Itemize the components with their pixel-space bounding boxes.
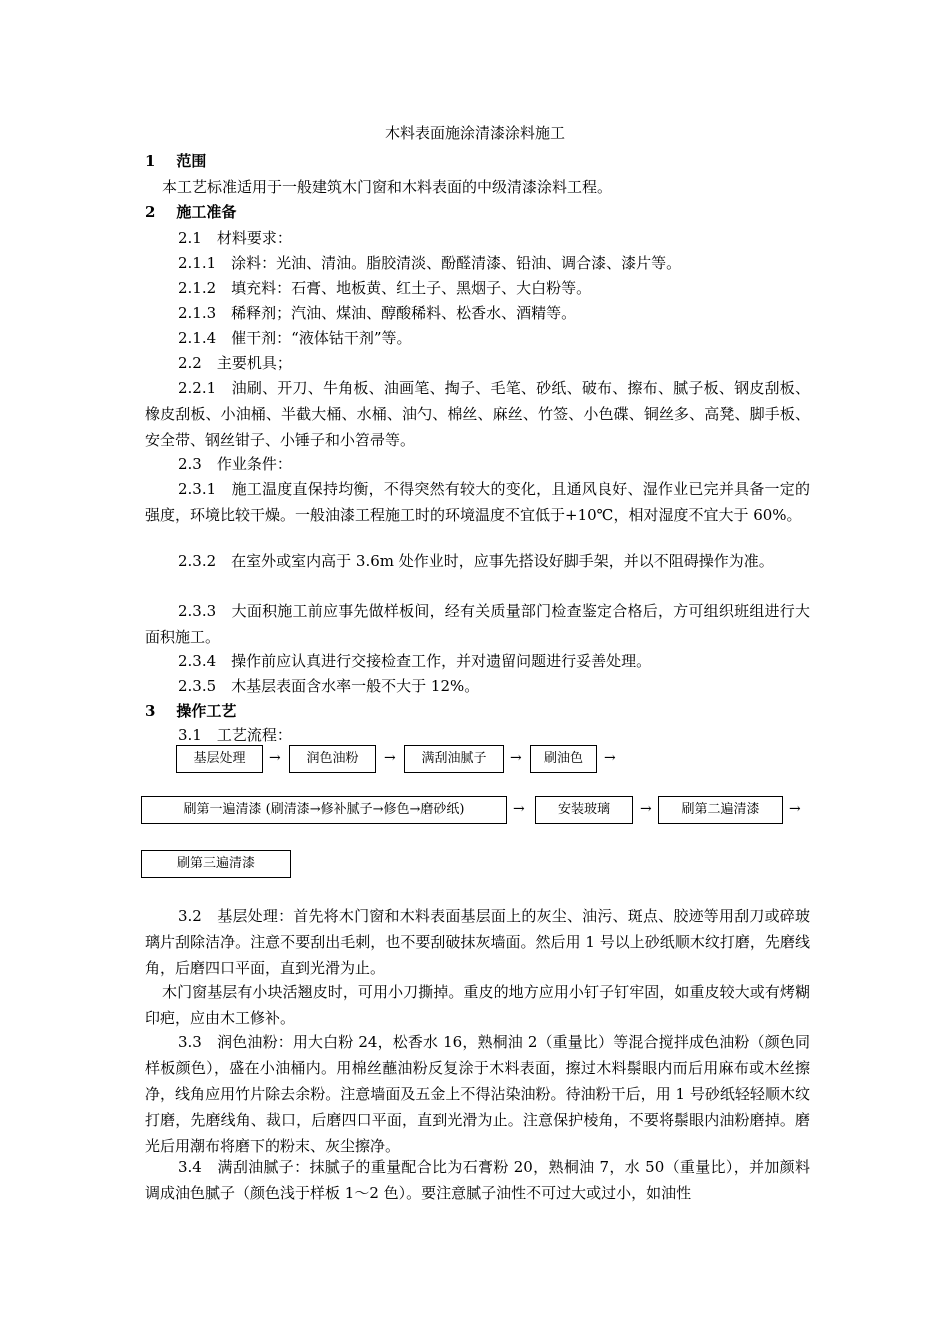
flow-box-second-varnish: 刷第二遍清漆 (658, 796, 783, 824)
section-3-heading (145, 698, 236, 724)
para-2-3-2: 2.3.2 在室外或室内高于 3.6m 处作业时，应事先搭设好脚手架，并以不阻碍操作为准。 (178, 552, 774, 570)
flow-box-first-varnish: 刷第一遍清漆 (刷清漆→修补腻子→修色→磨砂纸) (141, 796, 507, 824)
para-2-2: 2.2 主要机具； (178, 354, 292, 372)
para-2-2-1: 2.2.1 油刷、开刀、牛角板、油画笔、掏子、毛笔、砂纸、破布、擦布、腻子板、钢皮刮板、橡皮刮板、小油桶、半截大桶、水桶、油勺、棉丝、麻丝、竹签、小色碟、铜丝多、高凳、脚手板、安全带、钢丝钳子、小锤子和小笤帚等。 (145, 379, 810, 449)
section-3-number: 3 (145, 702, 156, 720)
section-1-title: 范围 (176, 152, 207, 170)
flow-box-third-varnish: 刷第三遍清漆 (141, 850, 291, 878)
para-2-3-5: 2.3.5 木基层表面含水率一般不大于 12%。 (178, 677, 480, 695)
flow-box-putty: 满刮油腻子 (404, 745, 504, 773)
flow-arrow: → (513, 801, 525, 817)
para-2-3-3: 2.3.3 大面积施工前应事先做样板间，经有关质量部门检查鉴定合格后，方可组织班组进行大面积施工。 (145, 602, 810, 646)
section-3-title: 操作工艺 (176, 702, 237, 720)
para-2-3: 2.3 作业条件： (178, 455, 292, 473)
flow-arrow: → (384, 750, 396, 766)
para-2-3-4: 2.3.4 操作前应认真进行交接检查工作，并对遗留问题进行妥善处理。 (178, 652, 652, 670)
flow-arrow: → (604, 750, 616, 766)
para-2-1: 2.1 材料要求： (178, 229, 292, 247)
para-3-3: 3.3 润色油粉：用大白粉 24，松香水 16，熟桐油 2（重量比）等混合搅拌成色油粉（颜色同样板颜色），盛在小油桶内。用棉丝蘸油粉反复涂于木料表面，擦过木料鬃眼内而后用麻布或木丝擦净，线角应用竹片除去余粉。注意墙面及五金上不得沾染油粉。待油粉干后，用 1 号砂纸轻轻顺木纹打磨，先磨线角、裁口，后磨四口平面，直到光滑为止。注意保护棱角，不要将鬃眼内油粉磨掉。磨光后用潮布将磨下的粉末、灰尘擦净。 (145, 1033, 810, 1155)
para-3-2: 3.2 基层处理：首先将木门窗和木料表面基层面上的灰尘、油污、斑点、胶迹等用刮刀或碎玻璃片刮除洁净。注意不要刮出毛刺，也不要刮破抹灰墙面。然后用 1 号以上砂纸顺木纹打磨，先磨线角，后磨四口平面，直到光滑为止。 (145, 907, 810, 977)
section-1-heading (145, 148, 206, 174)
section-2-title: 施工准备 (176, 203, 237, 221)
para-3-1: 3.1 工艺流程： (178, 726, 292, 744)
para-3-4: 3.4 满刮油腻子：抹腻子的重量配合比为石膏粉 20，熟桐油 7，水 50（重量比），并加颜料调成油色腻子（颜色浅于样板 1～2 色）。要注意腻子油性不可过大或过小，如油性 (145, 1158, 810, 1202)
flow-arrow: → (789, 801, 801, 817)
flow-box-install-glass: 安装玻璃 (535, 796, 633, 824)
flow-box-oil-powder: 润色油粉 (289, 745, 376, 773)
flow-box-oil-color: 刷油色 (530, 745, 597, 773)
flow-arrow: → (640, 801, 652, 817)
para-2-1-1: 2.1.1 涂料：光油、清油。脂胶清淡、酚醛清漆、铅油、调合漆、漆片等。 (178, 254, 682, 272)
section-1-number: 1 (145, 152, 156, 170)
section-2-number: 2 (145, 203, 156, 221)
para-2-1-2: 2.1.2 填充料：石膏、地板黄、红土子、黑烟子、大白粉等。 (178, 279, 592, 297)
flow-box-base-treatment: 基层处理 (176, 745, 263, 773)
section-2-heading (145, 199, 236, 225)
document-title: 木料表面施涂清漆涂料施工 (384, 124, 565, 142)
para-3-2-continued: 木门窗基层有小块活翘皮时，可用小刀撕掉。重皮的地方应用小钉子钉牢固，如重皮较大或有烤糊印疤，应由木工修补。 (145, 983, 810, 1027)
para-2-1-4: 2.1.4 催干剂：“液体钴干剂”等。 (178, 329, 412, 347)
flow-arrow: → (510, 750, 522, 766)
para-2-3-1: 2.3.1 施工温度直保持均衡，不得突然有较大的变化，且通风良好、湿作业已完并具备一定的强度，环境比较干燥。一般油漆工程施工时的环境温度不宜低于+10℃，相对湿度不宜大于 60%。 (145, 480, 810, 524)
flow-arrow: → (269, 750, 281, 766)
section-1-text: 本工艺标准适用于一般建筑木门窗和木料表面的中级清漆涂料工程。 (162, 178, 613, 196)
para-2-1-3: 2.1.3 稀释剂；汽油、煤油、醇酸稀料、松香水、酒精等。 (178, 304, 577, 322)
